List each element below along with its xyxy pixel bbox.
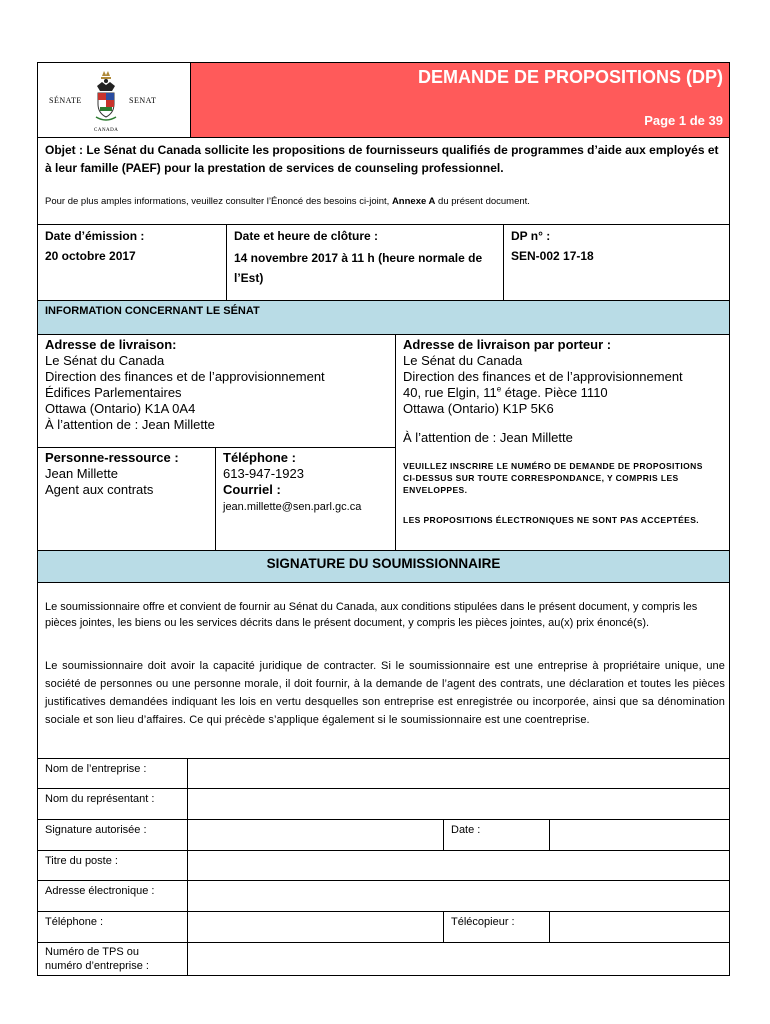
delivery-address	[45, 337, 390, 433]
senat-info-heading-bar	[38, 301, 729, 334]
objet-text: Objet : Le Sénat du Canada sollicite les propositions de fournisseurs qualifiés de programmes d’aide aux employés et à leur famille (PAEF) pour la prestation de services de counseling professionnel.	[45, 143, 719, 175]
logo-left-text: SÉNATE	[49, 96, 82, 105]
courier-address-label: Adresse de livraison par porteur :	[403, 337, 612, 352]
fax-field[interactable]	[550, 912, 729, 942]
email-label: Courriel :	[223, 482, 281, 497]
contact-title: Agent aux contrats	[45, 482, 154, 497]
company-name-field[interactable]	[188, 759, 729, 788]
delivery-address-line: Direction des finances et de l’approvisionnement	[45, 369, 325, 384]
logo-bottom-text: CANADA	[94, 128, 119, 133]
email-address-label: Adresse électronique :	[45, 885, 155, 897]
dp-number-label: DP n° :	[511, 229, 551, 243]
date-label: Date :	[451, 824, 481, 836]
annexe-a-ref: Annexe A	[391, 196, 436, 207]
job-title-label: Titre du poste :	[45, 855, 118, 867]
emission-date-label: Date d’émission :	[45, 229, 145, 243]
objet-info-post: du présent document.	[435, 196, 530, 207]
signature-paragraph-2: Le soumissionnaire doit avoir la capacité juridique de contracter. Si le soumissionnaire est une entreprise à propriétaire unique, une société de personnes ou une personne morale, il doit fournir, à la demande de l’agent des contrats, une déclaration et toutes les pièces justificatives demandées indiquant les lois en vertu desquelles son entreprise est enregistrée ou incorporée, ainsi que sa dénomination sociale et son lieu d’affaires. Ce qui précède s’applique également si le soumissionnaire est une coentreprise.	[45, 660, 725, 726]
reference-notice: VEUILLEZ INSCRIRE LE NUMÉRO DE DEMANDE DE PROPOSITIONS CI-DESSUS SUR TOUTE CORRESPONDANCE, Y COMPRIS LES ENVELOPPES.	[403, 461, 703, 495]
phone-label: Téléphone :	[223, 450, 296, 465]
contact-name: Jean Millette	[45, 466, 118, 481]
delivery-address-line: Édifices Parlementaires	[45, 385, 182, 400]
courier-address	[403, 337, 725, 446]
telephone-field[interactable]	[188, 912, 443, 942]
contact-details	[223, 450, 393, 514]
signature-heading-bar	[38, 551, 729, 582]
job-title-field[interactable]	[188, 851, 729, 880]
senat-info-heading: INFORMATION CONCERNANT LE SÉNAT	[45, 305, 260, 317]
objet-info	[45, 195, 725, 208]
courier-attention: À l’attention de : Jean Millette	[403, 430, 573, 445]
senate-crest-icon	[94, 69, 118, 131]
emission-date-value: 20 octobre 2017	[45, 249, 136, 263]
delivery-address-line: À l’attention de : Jean Millette	[45, 417, 215, 432]
representative-name-label: Nom du représentant :	[45, 793, 155, 805]
authorized-signature-field[interactable]	[188, 820, 443, 850]
closing-date-label: Date et heure de clôture :	[234, 229, 379, 243]
company-name-label: Nom de l’entreprise :	[45, 763, 147, 775]
gst-number-field[interactable]	[188, 943, 729, 975]
closing-date-value: 14 novembre 2017 à 11 h (heure normale de l’Est)	[234, 251, 483, 285]
courier-address-line: Direction des finances et de l’approvisionnement	[403, 369, 683, 384]
delivery-address-label: Adresse de livraison:	[45, 337, 177, 352]
delivery-address-line: Le Sénat du Canada	[45, 353, 165, 368]
delivery-address-line: Ottawa (Ontario) K1A 0A4	[45, 401, 196, 416]
phone-value: 613-947-1923	[223, 466, 304, 481]
contact-person	[45, 450, 210, 498]
email-address-field[interactable]	[188, 881, 729, 911]
page-number: Page 1 de 39	[644, 113, 723, 128]
representative-name-field[interactable]	[188, 789, 729, 819]
signature-paragraph-1: Le soumissionnaire offre et convient de fournir au Sénat du Canada, aux conditions stipulées dans le présent document, y compris les pièces jointes, les biens ou les services décrits dans le présent document, y compris les pièces jointes, au(x) prix énoncé(s).	[45, 601, 698, 629]
title-banner	[191, 63, 729, 137]
objet-info-pre: Pour de plus amples informations, veuillez consulter l’Énoncé des besoins ci-joint,	[45, 196, 392, 207]
date-field[interactable]	[550, 820, 729, 850]
gst-number-label: Numéro de TPS ou numéro d’entreprise :	[45, 946, 149, 972]
authorized-signature-label: Signature autorisée :	[45, 824, 147, 836]
contact-label: Personne-ressource :	[45, 450, 179, 465]
courier-address-line: 40, rue Elgin, 11e étage. Pièce 1110	[403, 384, 608, 400]
fax-label: Télécopieur :	[451, 916, 515, 928]
signature-heading: SIGNATURE DU SOUMISSIONNAIRE	[266, 556, 501, 571]
senate-logo	[38, 63, 190, 137]
logo-right-text: SENAT	[129, 96, 157, 105]
electronic-notice: LES PROPOSITIONS ÉLECTRONIQUES NE SONT PAS ACCEPTÉES.	[403, 515, 700, 525]
courier-address-line: Ottawa (Ontario) K1P 5K6	[403, 401, 554, 416]
email-value[interactable]: jean.millette@sen.parl.gc.ca	[223, 501, 362, 513]
dp-number-value: SEN-002 17-18	[511, 249, 594, 263]
courier-address-line: Le Sénat du Canada	[403, 353, 523, 368]
telephone-label: Téléphone :	[45, 916, 104, 928]
page-title: DEMANDE DE PROPOSITIONS (DP)	[417, 67, 723, 87]
